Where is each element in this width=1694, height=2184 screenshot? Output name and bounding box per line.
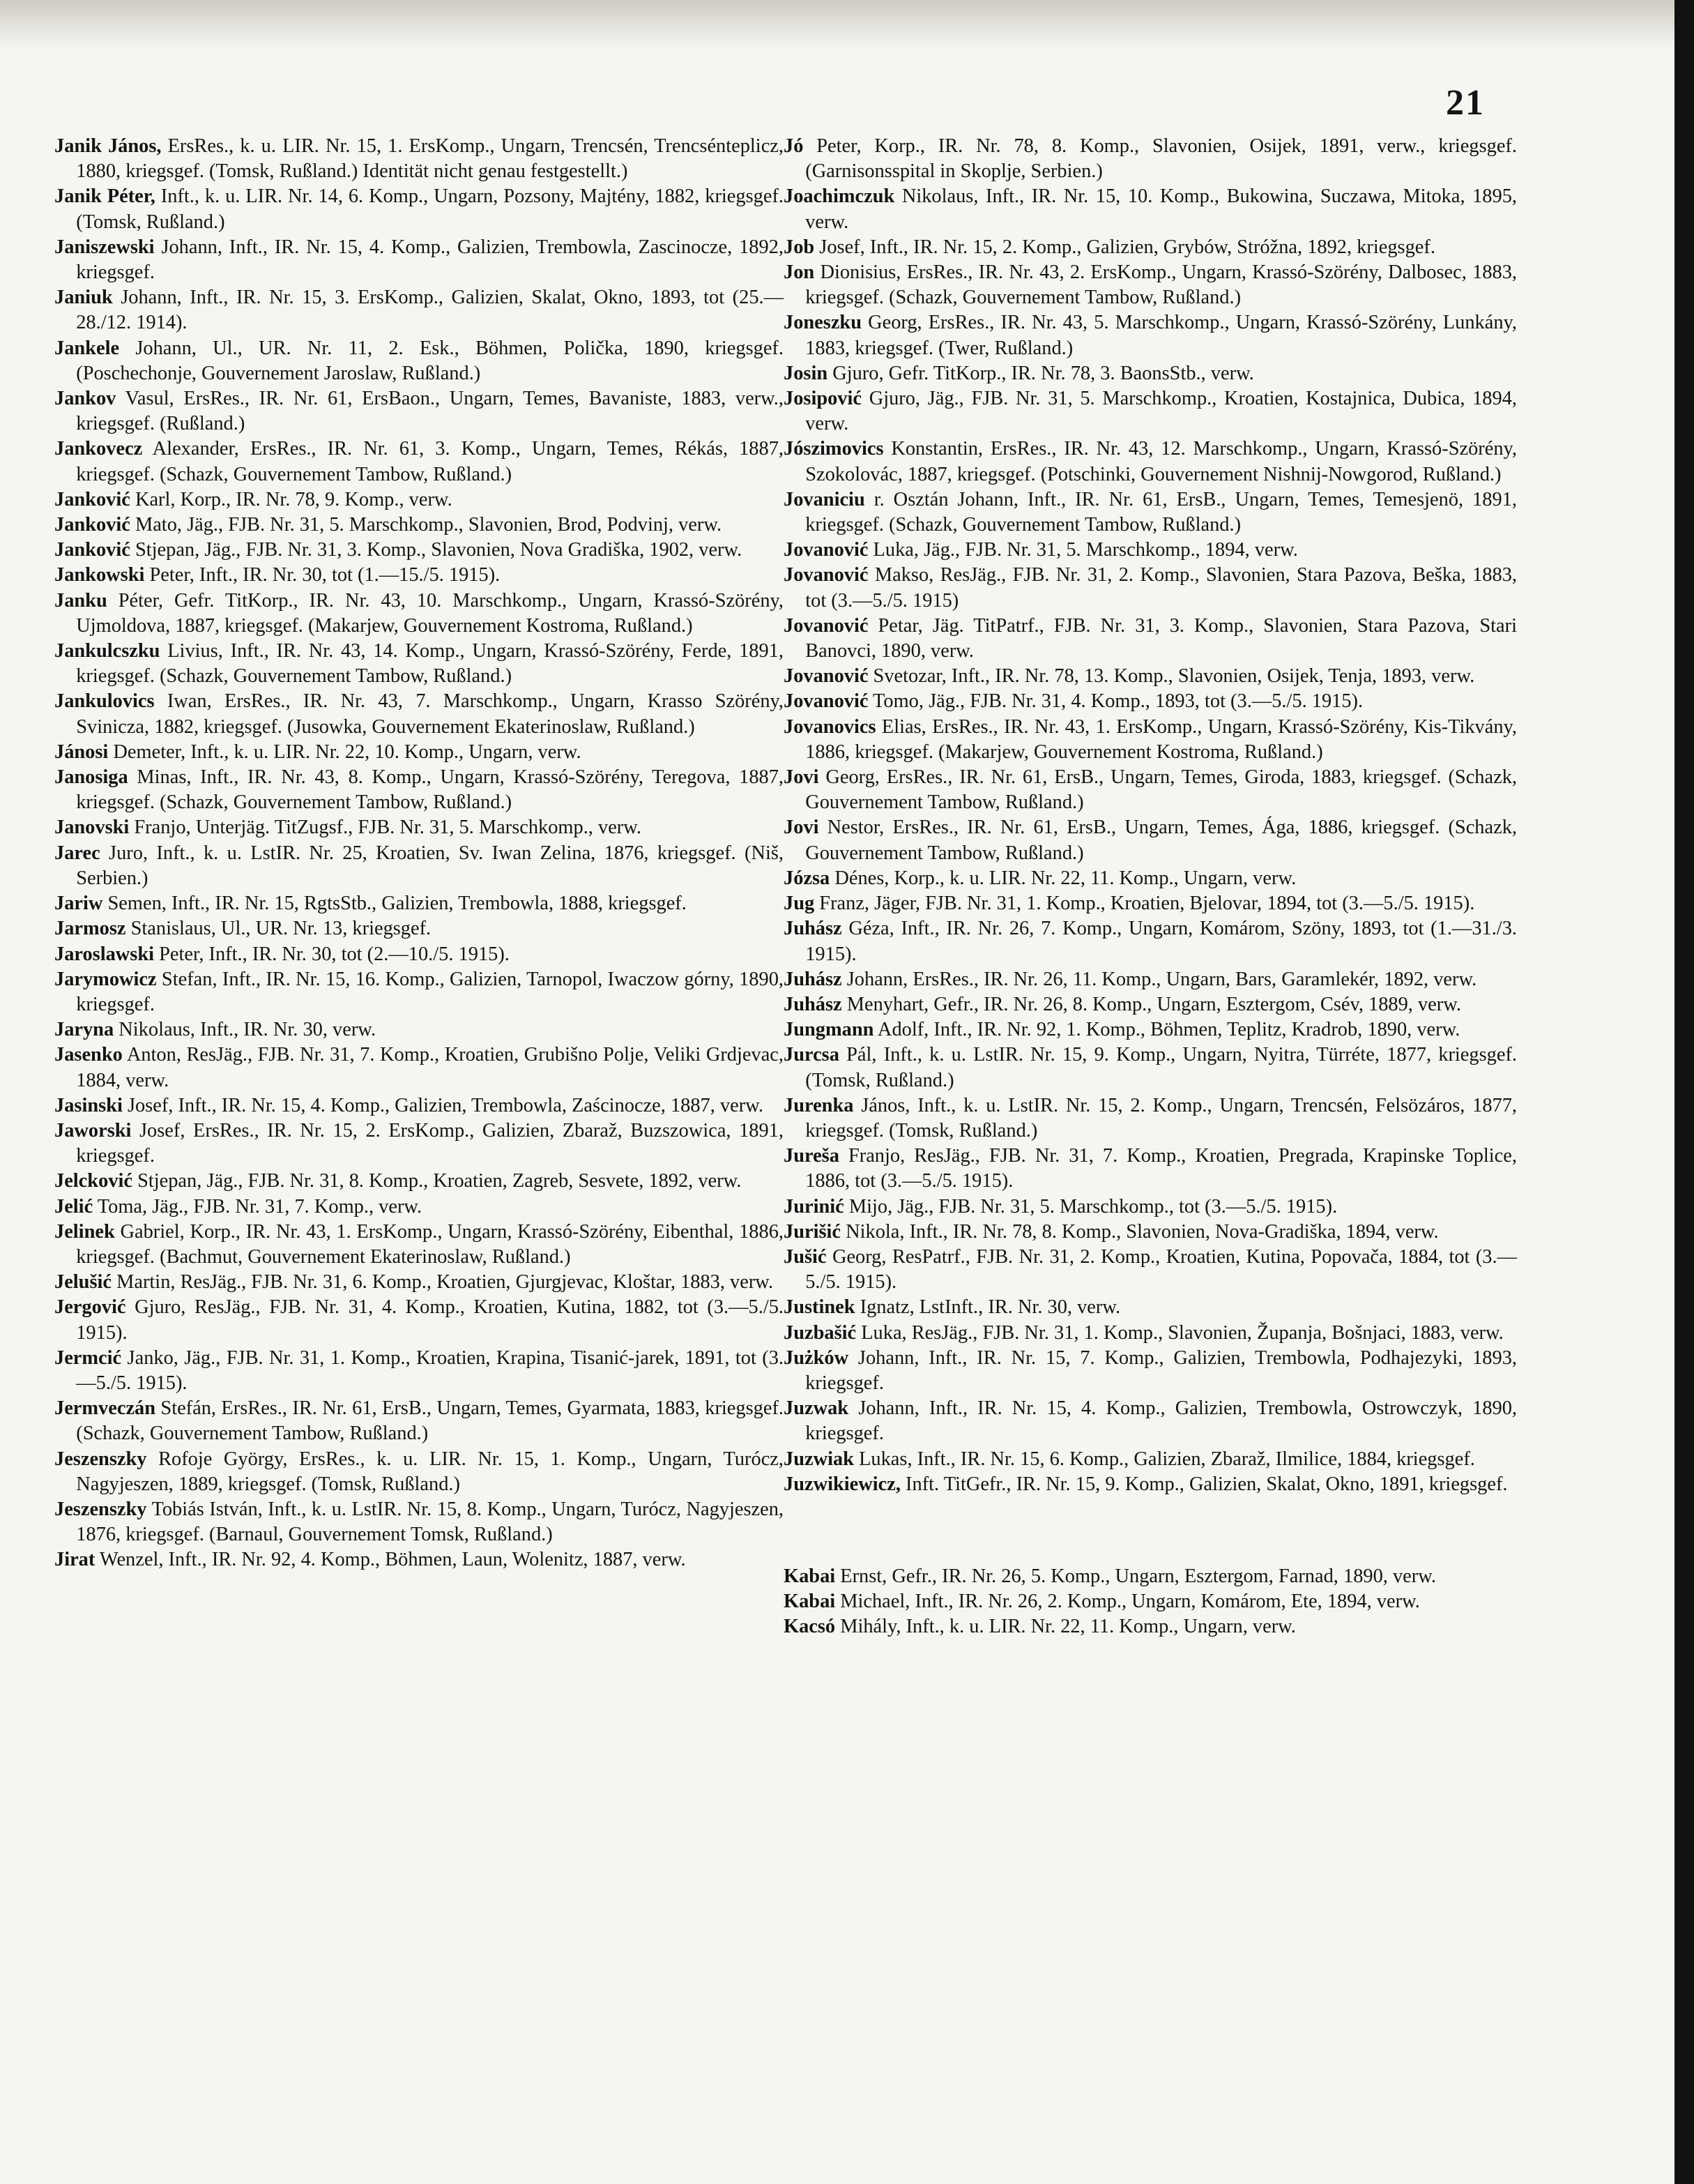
entry-name: Jó — [784, 135, 804, 157]
entry-name: Jon — [784, 261, 815, 284]
entry-name: Kabai — [784, 1565, 836, 1587]
entry-details: Iwan, ErsRes., IR. Nr. 43, 7. Marschkomp., Ungarn, Krasso Szörény, Svinicza, 1882, kriegsgef. (Jusowka, Gouvernement Ekaterinoslaw, Rußland.) — [76, 690, 784, 738]
entry-details: Luka, ResJäg., FJB. Nr. 31, 1. Komp., Slavonien, Županja, Bošnjaci, 1883, verw. — [856, 1321, 1504, 1344]
entry-details: Johann, Inft., IR. Nr. 15, 4. Komp., Galizien, Trembowla, Zascinocze, 1892, kriegsgef. — [76, 236, 784, 284]
entry-name: Janković — [54, 539, 130, 561]
list-entry — [54, 841, 784, 891]
list-entry — [784, 1614, 1517, 1639]
entry-details: Josef, Inft., IR. Nr. 15, 2. Komp., Galizien, Grybów, Stróžna, 1892, kriegsgef. — [814, 236, 1435, 258]
right-column-k-entries — [784, 1564, 1517, 1640]
entry-details: Svetozar, Inft., IR. Nr. 78, 13. Komp., Slavonien, Osijek, Tenja, 1893, verw. — [868, 665, 1475, 688]
list-entry — [54, 1547, 784, 1572]
entry-name: Jelinek — [54, 1220, 115, 1243]
entry-details: Ignatz, LstInft., IR. Nr. 30, verw. — [855, 1296, 1121, 1319]
entry-name: Jureša — [784, 1145, 839, 1167]
entry-name: Jankov — [54, 388, 116, 410]
entry-details: Rofoje György, ErsRes., k. u. LIR. Nr. 15, 1. Komp., Ungarn, Turócz, Nagyjeszen, 1889, kriegsgef. (Tomsk, Rußland.) — [76, 1448, 784, 1495]
entry-name: Jergović — [54, 1296, 126, 1319]
entry-details: Michael, Inft., IR. Nr. 26, 2. Komp., Ungarn, Komárom, Ete, 1894, verw. — [835, 1591, 1420, 1613]
entry-details: Juro, Inft., k. u. LstIR. Nr. 25, Kroatien, Sv. Iwan Zelina, 1876, kriegsgef. (Niš, Serbien.) — [76, 842, 784, 889]
entry-name: Jarymowicz — [54, 968, 157, 990]
entry-name: Jasenko — [54, 1044, 123, 1066]
entry-name: Jovi — [784, 817, 819, 839]
entry-name: Josin — [784, 362, 828, 384]
entry-name: Job — [784, 236, 815, 258]
entry-details: Tomo, Jäg., FJB. Nr. 31, 4. Komp., 1893, tot (3.—5./5. 1915). — [868, 690, 1364, 713]
entry-name: Jurcsa — [784, 1044, 839, 1066]
entry-details: Stjepan, Jäg., FJB. Nr. 31, 8. Komp., Kroatien, Zagreb, Sesvete, 1892, verw. — [132, 1170, 742, 1192]
entry-details: Johann, Inft., IR. Nr. 15, 4. Komp., Galizien, Trembowla, Ostrowczyk, 1890, kriegsgef. — [805, 1397, 1517, 1445]
list-entry — [54, 1169, 784, 1194]
list-entry — [54, 967, 784, 1017]
entry-details: Demeter, Inft., k. u. LIR. Nr. 22, 10. Komp., Ungarn, verw. — [108, 741, 581, 763]
list-entry — [54, 513, 784, 538]
entry-details: Peter, Korp., IR. Nr. 78, 8. Komp., Slavonien, Osijek, 1891, verw., kriegsgef. (Garnisonsspital in Skoplje, Serbien.) — [803, 135, 1517, 183]
entry-name: Jaroslawski — [54, 943, 155, 965]
entry-name: Jasinski — [54, 1094, 123, 1116]
list-entry — [54, 1195, 784, 1220]
list-entry — [54, 916, 784, 941]
list-entry — [54, 740, 784, 765]
entry-name: Jankele — [54, 337, 120, 359]
list-entry — [784, 184, 1517, 234]
entry-name: Jariw — [54, 893, 103, 915]
list-entry — [54, 1093, 784, 1118]
entry-details: Péter, Gefr. TitKorp., IR. Nr. 43, 10. Marschkomp., Ungarn, Krassó-Szörény, Ujmoldova, 1887, kriegsgef. (Makarjew, Gouvernement Kostroma, Rußland.) — [76, 589, 784, 637]
list-entry — [784, 1321, 1517, 1346]
entry-name: Jankovecz — [54, 438, 143, 460]
list-entry — [54, 336, 784, 386]
list-entry — [784, 891, 1517, 916]
list-entry — [784, 866, 1517, 891]
entry-details: Stjepan, Jäg., FJB. Nr. 31, 3. Komp., Slavonien, Nova Gradiška, 1902, verw. — [130, 539, 742, 561]
entry-name: Jaworski — [54, 1119, 132, 1142]
entry-name: Jermveczán — [54, 1397, 156, 1420]
entry-name: Kacsó — [784, 1616, 836, 1638]
entry-details: Franjo, ResJäg., FJB. Nr. 31, 7. Komp., Kroatien, Pregrada, Krapinske Toplice, 1886, tot (3.—5./5. 1915). — [805, 1145, 1517, 1192]
entry-name: Jelušić — [54, 1271, 112, 1294]
list-entry — [54, 765, 784, 815]
list-entry — [784, 614, 1517, 664]
section-gap — [784, 1497, 1517, 1564]
entry-name: Janku — [54, 589, 107, 612]
entry-details: Johann, Ul., UR. Nr. 11, 2. Esk., Böhmen, Polička, 1890, kriegsgef. (Poschechonje, Gouvernement Jaroslaw, Rußland.) — [76, 337, 784, 384]
list-entry — [784, 260, 1517, 310]
list-entry — [54, 891, 784, 916]
entry-details: Johann, Inft., IR. Nr. 15, 3. ErsKomp., Galizien, Skalat, Okno, 1893, tot (25.—28./12. 1914). — [76, 287, 784, 334]
list-entry — [784, 1396, 1517, 1446]
list-entry — [784, 815, 1517, 865]
entry-name: Janik János, — [54, 135, 162, 157]
entry-details: Menyhart, Gefr., IR. Nr. 26, 8. Komp., Ungarn, Esztergom, Csév, 1889, verw. — [841, 993, 1461, 1015]
entry-details: Nestor, ErsRes., IR. Nr. 61, ErsB., Ungarn, Temes, Ága, 1886, kriegsgef. (Schazk, Gouvernement Tambow, Rußland.) — [805, 817, 1517, 864]
list-entry — [784, 1042, 1517, 1093]
list-entry — [784, 664, 1517, 689]
list-entry — [784, 538, 1517, 563]
entry-details: Peter, Inft., IR. Nr. 30, tot (1.—15./5. 1915). — [144, 564, 501, 586]
entry-details: Konstantin, ErsRes., IR. Nr. 43, 12. Marschkomp., Ungarn, Krassó-Szörény, Szokolovác, 1887, kriegsgef. (Potschinki, Gouvernement Nishnij-Nowgorod, Rußland.) — [805, 438, 1517, 485]
list-entry — [54, 639, 784, 689]
entry-details: Peter, Inft., IR. Nr. 30, tot (2.—10./5. 1915). — [154, 943, 510, 965]
entry-details: Josef, ErsRes., IR. Nr. 15, 2. ErsKomp., Galizien, Zbaraž, Buzszowica, 1891, kriegsgef. — [76, 1119, 784, 1167]
entry-details: Gjuro, Jäg., FJB. Nr. 31, 5. Marschkomp., Kroatien, Kostajnica, Dubica, 1894, verw. — [805, 388, 1517, 435]
entry-details: Dénes, Korp., k. u. LIR. Nr. 22, 11. Komp., Ungarn, verw. — [830, 867, 1297, 889]
entry-name: Jurišić — [784, 1220, 841, 1243]
list-entry — [784, 1195, 1517, 1220]
entry-details: ErsRes., k. u. LIR. Nr. 15, 1. ErsKomp., Ungarn, Trencsén, Trencsénteplicz, 1880, kriegsgef. (Tomsk, Rußland.) Identität nicht genau festgestellt.) — [76, 135, 784, 183]
entry-details: Semen, Inft., IR. Nr. 15, RgtsStb., Galizien, Trembowla, 1888, kriegsgef. — [102, 893, 687, 915]
entry-name: Jungmann — [784, 1019, 874, 1041]
entry-details: Anton, ResJäg., FJB. Nr. 31, 7. Komp., Kroatien, Grubišno Polje, Veliki Grdjevac, 1884, verw. — [76, 1044, 784, 1091]
entry-name: Jovanović — [784, 539, 869, 561]
list-entry — [784, 1564, 1517, 1589]
list-entry — [54, 1497, 784, 1547]
list-entry — [784, 967, 1517, 992]
entry-name: Janković — [54, 488, 130, 510]
entry-name: Josipović — [784, 388, 862, 410]
list-entry — [784, 1346, 1517, 1396]
entry-details: Johann, Inft., IR. Nr. 15, 7. Komp., Galizien, Trembowla, Podhajezyki, 1893, kriegsgef. — [805, 1347, 1517, 1394]
entry-details: Mato, Jäg., FJB. Nr. 31, 5. Marschkomp., Slavonien, Brod, Podvinj, verw. — [130, 514, 722, 536]
entry-details: Nikolaus, Inft., IR. Nr. 15, 10. Komp., Bukowina, Suczawa, Mitoka, 1895, verw. — [805, 185, 1517, 233]
list-entry — [784, 715, 1517, 765]
entry-details: Stanislaus, Ul., UR. Nr. 13, kriegsgef. — [125, 918, 432, 940]
page-number: 21 — [1446, 83, 1485, 123]
entry-name: Jovanović — [784, 614, 869, 637]
list-entry — [784, 916, 1517, 966]
entry-name: Janković — [54, 514, 130, 536]
entry-details: Nikola, Inft., IR. Nr. 78, 8. Komp., Slavonien, Nova-Gradiška, 1894, verw. — [841, 1220, 1439, 1243]
entry-name: Janosiga — [54, 766, 128, 789]
list-entry — [54, 235, 784, 285]
entry-name: Jelić — [54, 1195, 93, 1218]
entry-details: Stefán, ErsRes., IR. Nr. 61, ErsB., Ungarn, Temes, Gyarmata, 1883, kriegsgef. (Schazk, Gouvernement Tambow, Rußland.) — [76, 1397, 784, 1445]
entry-name: Jug — [784, 893, 815, 915]
entry-details: Wenzel, Inft., IR. Nr. 92, 4. Komp., Böhmen, Laun, Wolenitz, 1887, verw. — [95, 1549, 686, 1571]
entry-name: Jarec — [54, 842, 100, 864]
entry-name: Janiszewski — [54, 236, 155, 258]
list-entry — [784, 1472, 1517, 1497]
entry-details: Josef, Inft., IR. Nr. 15, 4. Komp., Galizien, Trembowla, Zaścinocze, 1887, verw. — [122, 1094, 763, 1116]
entry-name: Juzwak — [784, 1397, 849, 1420]
entry-details: Stefan, Inft., IR. Nr. 15, 16. Komp., Galizien, Tarnopol, Iwaczow górny, 1890, kriegsgef. — [76, 968, 784, 1015]
list-entry — [784, 1295, 1517, 1320]
entry-details: Janko, Jäg., FJB. Nr. 31, 1. Komp., Kroatien, Krapina, Tisanić-jarek, 1891, tot (3.—5./5. 1915). — [76, 1347, 784, 1394]
entry-details: Gabriel, Korp., IR. Nr. 43, 1. ErsKomp., Ungarn, Krassó-Szörény, Eibenthal, 1886, kriegsgef. (Bachmut, Gouvernement Ekaterinoslaw, Rußland.) — [76, 1220, 784, 1268]
list-entry — [54, 1220, 784, 1270]
entry-name: Juhász — [784, 918, 842, 940]
entry-name: Jószimovics — [784, 438, 884, 460]
scan-right-edge — [1674, 0, 1694, 2184]
entry-details: Dionisius, ErsRes., IR. Nr. 43, 2. ErsKomp., Ungarn, Krassó-Szörény, Dalbosec, 1883, kriegsgef. (Schazk, Gouvernement Tambow, Rußland.) — [805, 261, 1517, 309]
entry-details: Mijo, Jäg., FJB. Nr. 31, 5. Marschkomp., tot (3.—5./5. 1915). — [844, 1195, 1338, 1218]
entry-details: Tobiás István, Inft., k. u. LstIR. Nr. 15, 8. Komp., Ungarn, Turócz, Nagyjeszen, 1876, kriegsgef. (Barnaul, Gouvernement Tomsk, Rußland.) — [76, 1498, 784, 1546]
list-entry — [784, 765, 1517, 815]
list-entry — [54, 815, 784, 840]
list-entry — [784, 235, 1517, 260]
list-entry — [54, 942, 784, 967]
list-entry — [54, 386, 784, 437]
entry-name: Janiuk — [54, 287, 113, 309]
entry-name: Jurinić — [784, 1195, 844, 1218]
entry-name: Jaryna — [54, 1019, 114, 1041]
entry-name: Jurenka — [784, 1094, 854, 1116]
list-entry — [54, 437, 784, 487]
list-entry — [784, 1447, 1517, 1472]
entry-name: Jermcić — [54, 1347, 122, 1369]
entry-name: Jarmosz — [54, 918, 126, 940]
entry-details: Mihály, Inft., k. u. LIR. Nr. 22, 11. Komp., Ungarn, verw. — [835, 1616, 1296, 1638]
list-entry — [54, 1295, 784, 1345]
entry-name: Jovanovics — [784, 715, 876, 738]
entry-details: Georg, ResPatrf., FJB. Nr. 31, 2. Komp., Kroatien, Kutina, Popovača, 1884, tot (3.—5./5. 1915). — [805, 1245, 1517, 1294]
entry-name: Justinek — [784, 1296, 855, 1319]
entry-details: Livius, Inft., IR. Nr. 43, 14. Komp., Ungarn, Krassó-Szörény, Ferde, 1891, kriegsgef. (Schazk, Gouvernement Tambow, Rußland.) — [76, 640, 784, 688]
list-entry — [784, 1144, 1517, 1194]
list-entry — [54, 1346, 784, 1396]
list-entry — [784, 487, 1517, 538]
entry-details: Toma, Jäg., FJB. Nr. 31, 7. Komp., verw. — [93, 1195, 422, 1218]
list-entry — [784, 1093, 1517, 1144]
entry-details: Inft. TitGefr., IR. Nr. 15, 9. Komp., Galizien, Skalat, Okno, 1891, kriegsgef. — [900, 1473, 1508, 1495]
entry-name: Jeszenszky — [54, 1498, 147, 1520]
entry-name: Jelcković — [54, 1170, 132, 1192]
entry-details: Vasul, ErsRes., IR. Nr. 61, ErsBaon., Ungarn, Temes, Bavaniste, 1883, verw., kriegsgef. (Rußland.) — [76, 388, 784, 435]
entry-details: Lukas, Inft., IR. Nr. 15, 6. Komp., Galizien, Zbaraž, Ilmilice, 1884, kriegsgef. — [853, 1448, 1475, 1470]
list-entry — [54, 563, 784, 588]
entry-name: Juhász — [784, 968, 842, 990]
entry-details: Ernst, Gefr., IR. Nr. 26, 5. Komp., Ungarn, Esztergom, Farnad, 1890, verw. — [835, 1565, 1436, 1587]
entry-name: Juzbašić — [784, 1321, 857, 1344]
entry-name: Jirat — [54, 1549, 96, 1571]
entry-name: Kabai — [784, 1591, 836, 1613]
list-entry — [54, 538, 784, 563]
list-entry — [54, 1396, 784, 1446]
entry-details: Martin, ResJäg., FJB. Nr. 31, 6. Komp., Kroatien, Gjurgjevac, Kloštar, 1883, verw. — [112, 1271, 774, 1294]
entry-name: Juzwiak — [784, 1448, 854, 1470]
list-entry — [784, 310, 1517, 361]
entry-name: Juzwikiewicz, — [784, 1473, 901, 1495]
entry-name: Joneszku — [784, 312, 862, 334]
entry-name: Jušić — [784, 1245, 827, 1268]
list-entry — [784, 1017, 1517, 1042]
list-entry — [54, 134, 784, 184]
entry-details: Nikolaus, Inft., IR. Nr. 30, verw. — [114, 1019, 376, 1041]
right-column — [784, 134, 1517, 1640]
list-entry — [784, 1220, 1517, 1245]
list-entry — [784, 437, 1517, 487]
entry-details: Gjuro, Gefr. TitKorp., IR. Nr. 78, 3. BaonsStb., verw. — [827, 362, 1254, 384]
entry-details: Petar, Jäg. TitPatrf., FJB. Nr. 31, 3. Komp., Slavonien, Stara Pazova, Stari Banovci, 1890, verw. — [805, 614, 1517, 662]
entry-details: Georg, ErsRes., IR. Nr. 61, ErsB., Ungarn, Temes, Giroda, 1883, kriegsgef. (Schazk, Gouvernement Tambow, Rußland.) — [805, 766, 1517, 814]
entry-details: Pál, Inft., k. u. LstIR. Nr. 15, 9. Komp., Ungarn, Nyitra, Türréte, 1877, kriegsgef. (Tomsk, Rußland.) — [805, 1044, 1517, 1091]
entry-details: Inft., k. u. LIR. Nr. 14, 6. Komp., Ungarn, Pozsony, Majtény, 1882, kriegsgef. (Tomsk, Rußland.) — [76, 185, 784, 233]
list-entry — [784, 1245, 1517, 1295]
list-entry — [54, 1447, 784, 1497]
entry-details: Elias, ErsRes., IR. Nr. 43, 1. ErsKomp., Ungarn, Krassó-Szörény, Kis-Tikvány, 1886, kriegsgef. (Makarjew, Gouvernement Kostroma, Rußland.) — [805, 715, 1517, 763]
entry-details: Luka, Jäg., FJB. Nr. 31, 5. Marschkomp., 1894, verw. — [868, 539, 1298, 561]
entry-details: Géza, Inft., IR. Nr. 26, 7. Komp., Ungarn, Komárom, Szöny, 1893, tot (1.—31./3. 1915). — [805, 918, 1517, 965]
entry-name: Juhász — [784, 993, 842, 1015]
entry-details: Gjuro, ResJäg., FJB. Nr. 31, 4. Komp., Kroatien, Kutina, 1882, tot (3.—5./5. 1915). — [76, 1296, 784, 1344]
entry-name: Jeszenszky — [54, 1448, 147, 1470]
entry-name: Jankulovics — [54, 690, 155, 713]
scan-top-shadow — [0, 0, 1694, 49]
list-entry — [54, 285, 784, 335]
entry-details: Makso, ResJäg., FJB. Nr. 31, 2. Komp., Slavonien, Stara Pazova, Beška, 1883, tot (3.—5./5. 1915) — [805, 564, 1517, 612]
list-entry — [54, 1270, 784, 1295]
entry-details: Karl, Korp., IR. Nr. 78, 9. Komp., verw. — [130, 488, 452, 510]
entry-details: Alexander, ErsRes., IR. Nr. 61, 3. Komp., Ungarn, Temes, Rékás, 1887, kriegsgef. (Schazk, Gouvernement Tambow, Rußland.) — [76, 438, 784, 485]
list-entry — [784, 992, 1517, 1017]
entry-name: Jovanović — [784, 665, 869, 688]
entry-name: Joachimczuk — [784, 185, 895, 208]
list-entry — [54, 1042, 784, 1093]
entry-details: Franz, Jäger, FJB. Nr. 31, 1. Komp., Kroatien, Bjelovar, 1894, tot (3.—5./5. 1915). — [814, 893, 1475, 915]
entry-name: Janovski — [54, 817, 130, 839]
right-column-j-entries — [784, 134, 1517, 1497]
list-entry — [54, 1017, 784, 1042]
entry-name: Jankulcszku — [54, 640, 160, 662]
left-column — [54, 134, 784, 1573]
entry-name: Jużków — [784, 1347, 849, 1369]
list-entry — [784, 361, 1517, 386]
list-entry — [784, 689, 1517, 714]
entry-name: Józsa — [784, 867, 830, 889]
entry-name: Jovanović — [784, 564, 869, 586]
entry-name: Jánosi — [54, 741, 109, 763]
entry-name: Janik Péter, — [54, 185, 155, 208]
entry-details: Adolf, Inft., IR. Nr. 92, 1. Komp., Böhmen, Teplitz, Kradrob, 1890, verw. — [873, 1019, 1460, 1041]
entry-name: Jovaniciu — [784, 488, 865, 510]
entry-name: Jankowski — [54, 564, 145, 586]
list-entry — [784, 1589, 1517, 1614]
entry-details: r. Osztán Johann, Inft., IR. Nr. 61, ErsB., Ungarn, Temes, Temesjenö, 1891, kriegsgef. (Schazk, Gouvernement Tambow, Rußland.) — [805, 488, 1517, 536]
entry-details: János, Inft., k. u. LstIR. Nr. 15, 2. Komp., Ungarn, Trencsén, Felsözáros, 1877, kriegsgef. (Tomsk, Rußland.) — [805, 1094, 1517, 1142]
entry-details: Minas, Inft., IR. Nr. 43, 8. Komp., Ungarn, Krassó-Szörény, Teregova, 1887, kriegsgef. (Schazk, Gouvernement Tambow, Rußland.) — [76, 766, 784, 814]
entry-name: Jovi — [784, 766, 819, 789]
list-entry — [784, 386, 1517, 437]
list-entry — [784, 563, 1517, 613]
list-entry — [54, 1118, 784, 1169]
entry-details: Franjo, Unterjäg. TitZugsf., FJB. Nr. 31, 5. Marschkomp., verw. — [129, 817, 642, 839]
list-entry — [54, 184, 784, 234]
list-entry — [54, 487, 784, 513]
entry-details: Johann, ErsRes., IR. Nr. 26, 11. Komp., Ungarn, Bars, Garamlekér, 1892, verw. — [841, 968, 1477, 990]
list-entry — [784, 134, 1517, 184]
entry-details: Georg, ErsRes., IR. Nr. 43, 5. Marschkomp., Ungarn, Krassó-Szörény, Lunkány, 1883, kriegsgef. (Twer, Rußland.) — [805, 312, 1517, 359]
list-entry — [54, 689, 784, 739]
entry-name: Jovanović — [784, 690, 869, 713]
list-entry — [54, 589, 784, 639]
